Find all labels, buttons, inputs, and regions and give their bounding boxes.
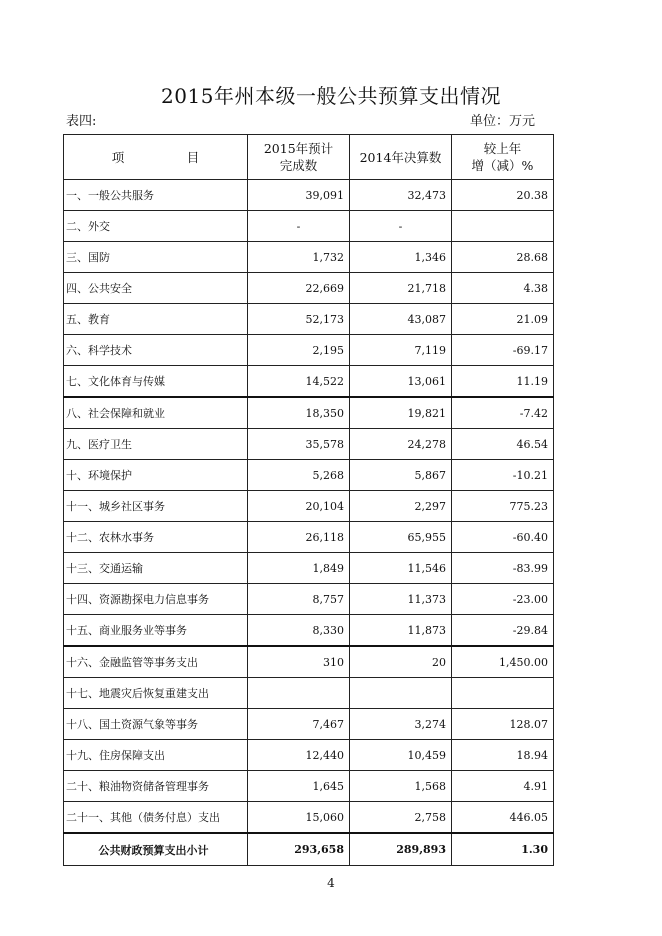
table-row	[64, 802, 554, 834]
table-row	[64, 397, 554, 429]
table-row	[64, 242, 554, 273]
row-2014-value: 7,119	[350, 335, 452, 366]
row-item-name: 十七、地震灾后恢复重建支出	[64, 678, 248, 709]
row-item-name: 十八、国土资源气象等事务	[64, 709, 248, 740]
table-row	[64, 335, 554, 366]
row-2014-value: 11,373	[350, 584, 452, 615]
row-change-pct: 21.09	[452, 304, 554, 335]
row-2014-value: 1,568	[350, 771, 452, 802]
row-change-pct: 46.54	[452, 429, 554, 460]
row-2015-value: 18,350	[248, 397, 350, 429]
row-2014-value: -	[350, 211, 452, 242]
row-change-pct: -29.84	[452, 615, 554, 647]
row-2015-value: 26,118	[248, 522, 350, 553]
row-change-pct: 1,450.00	[452, 646, 554, 678]
row-item-name: 十、环境保护	[64, 460, 248, 491]
row-2014-value: 2,297	[350, 491, 452, 522]
row-2014-value: 5,867	[350, 460, 452, 491]
row-item-name: 二、外交	[64, 211, 248, 242]
row-change-pct: 20.38	[452, 180, 554, 211]
row-2015-value: 1,732	[248, 242, 350, 273]
row-2014-value: 13,061	[350, 366, 452, 398]
table-label: 表四:	[66, 114, 97, 129]
row-change-pct: 128.07	[452, 709, 554, 740]
row-item-name: 二十、粮油物资储备管理事务	[64, 771, 248, 802]
table-row	[64, 771, 554, 802]
table-row	[64, 180, 554, 211]
row-item-name: 八、社会保障和就业	[64, 397, 248, 429]
row-item-name: 六、科学技术	[64, 335, 248, 366]
row-2014-value: 11,546	[350, 553, 452, 584]
row-2014-value: 43,087	[350, 304, 452, 335]
total-label: 公共财政预算支出小计	[64, 833, 248, 866]
table-row	[64, 429, 554, 460]
row-2014-value: 21,718	[350, 273, 452, 304]
row-item-name: 一、一般公共服务	[64, 180, 248, 211]
row-change-pct: 775.23	[452, 491, 554, 522]
table-row	[64, 709, 554, 740]
table-row	[64, 615, 554, 647]
row-item-name: 七、文化体育与传媒	[64, 366, 248, 398]
row-item-name: 三、国防	[64, 242, 248, 273]
row-2015-value: 1,645	[248, 771, 350, 802]
row-2015-value: 12,440	[248, 740, 350, 771]
row-change-pct: -23.00	[452, 584, 554, 615]
table-body	[64, 180, 554, 866]
row-item-name: 十三、交通运输	[64, 553, 248, 584]
row-change-pct: -83.99	[452, 553, 554, 584]
total-change-pct: 1.30	[452, 833, 554, 866]
table-header-row	[64, 135, 554, 180]
row-2014-value: 24,278	[350, 429, 452, 460]
row-2015-value: 14,522	[248, 366, 350, 398]
table-row	[64, 460, 554, 491]
row-2015-value: 8,757	[248, 584, 350, 615]
row-2014-value: 10,459	[350, 740, 452, 771]
row-change-pct: 18.94	[452, 740, 554, 771]
table-row	[64, 211, 554, 242]
table-row	[64, 491, 554, 522]
row-2014-value: 19,821	[350, 397, 452, 429]
row-item-name: 十六、金融监管等事务支出	[64, 646, 248, 678]
row-item-name: 五、教育	[64, 304, 248, 335]
table-row	[64, 584, 554, 615]
row-change-pct: -69.17	[452, 335, 554, 366]
total-2015-value: 293,658	[248, 833, 350, 866]
row-item-name: 四、公共安全	[64, 273, 248, 304]
row-change-pct: 446.05	[452, 802, 554, 834]
row-2014-value: 20	[350, 646, 452, 678]
row-item-name: 九、医疗卫生	[64, 429, 248, 460]
row-2015-value: 2,195	[248, 335, 350, 366]
row-change-pct	[452, 678, 554, 709]
table-row	[64, 366, 554, 398]
total-2014-value: 289,893	[350, 833, 452, 866]
row-2015-value: 7,467	[248, 709, 350, 740]
row-2014-value: 65,955	[350, 522, 452, 553]
budget-table	[63, 134, 554, 866]
row-change-pct: 4.38	[452, 273, 554, 304]
row-2014-value: 1,346	[350, 242, 452, 273]
total-row	[64, 833, 554, 866]
table-row	[64, 646, 554, 678]
row-change-pct	[452, 211, 554, 242]
row-2015-value: 310	[248, 646, 350, 678]
row-2015-value: 8,330	[248, 615, 350, 647]
row-2015-value	[248, 678, 350, 709]
row-2015-value: 39,091	[248, 180, 350, 211]
page-number: 4	[327, 876, 335, 890]
row-change-pct: -10.21	[452, 460, 554, 491]
row-item-name: 十四、资源勘探电力信息事务	[64, 584, 248, 615]
row-2014-value: 11,873	[350, 615, 452, 647]
header-2014-final: 2014年决算数	[350, 135, 452, 180]
page-title: 2015年州本级一般公共预算支出情况	[161, 84, 501, 108]
row-2015-value: 35,578	[248, 429, 350, 460]
unit-label: 单位：万元	[470, 114, 536, 129]
table-row	[64, 304, 554, 335]
row-2015-value: 20,104	[248, 491, 350, 522]
row-2015-value: 1,849	[248, 553, 350, 584]
table-row	[64, 553, 554, 584]
row-item-name: 十五、商业服务业等事务	[64, 615, 248, 647]
row-2014-value: 32,473	[350, 180, 452, 211]
row-2015-value: 52,173	[248, 304, 350, 335]
row-change-pct: 11.19	[452, 366, 554, 398]
row-2015-value: -	[248, 211, 350, 242]
row-2015-value: 15,060	[248, 802, 350, 834]
table-row	[64, 273, 554, 304]
row-item-name: 十一、城乡社区事务	[64, 491, 248, 522]
table-row	[64, 740, 554, 771]
row-item-name: 十九、住房保障支出	[64, 740, 248, 771]
row-2015-value: 5,268	[248, 460, 350, 491]
row-item-name: 二十一、其他（债务付息）支出	[64, 802, 248, 834]
header-change-pct: 较上年 增（减）%	[452, 135, 554, 180]
table-row	[64, 522, 554, 553]
header-item: 项 目	[64, 135, 248, 180]
table-row	[64, 678, 554, 709]
row-2014-value: 3,274	[350, 709, 452, 740]
row-change-pct: -60.40	[452, 522, 554, 553]
row-change-pct: 28.68	[452, 242, 554, 273]
row-2014-value	[350, 678, 452, 709]
header-2015-estimate: 2015年预计 完成数	[248, 135, 350, 180]
row-2015-value: 22,669	[248, 273, 350, 304]
row-item-name: 十二、农林水事务	[64, 522, 248, 553]
row-2014-value: 2,758	[350, 802, 452, 834]
row-change-pct: -7.42	[452, 397, 554, 429]
row-change-pct: 4.91	[452, 771, 554, 802]
